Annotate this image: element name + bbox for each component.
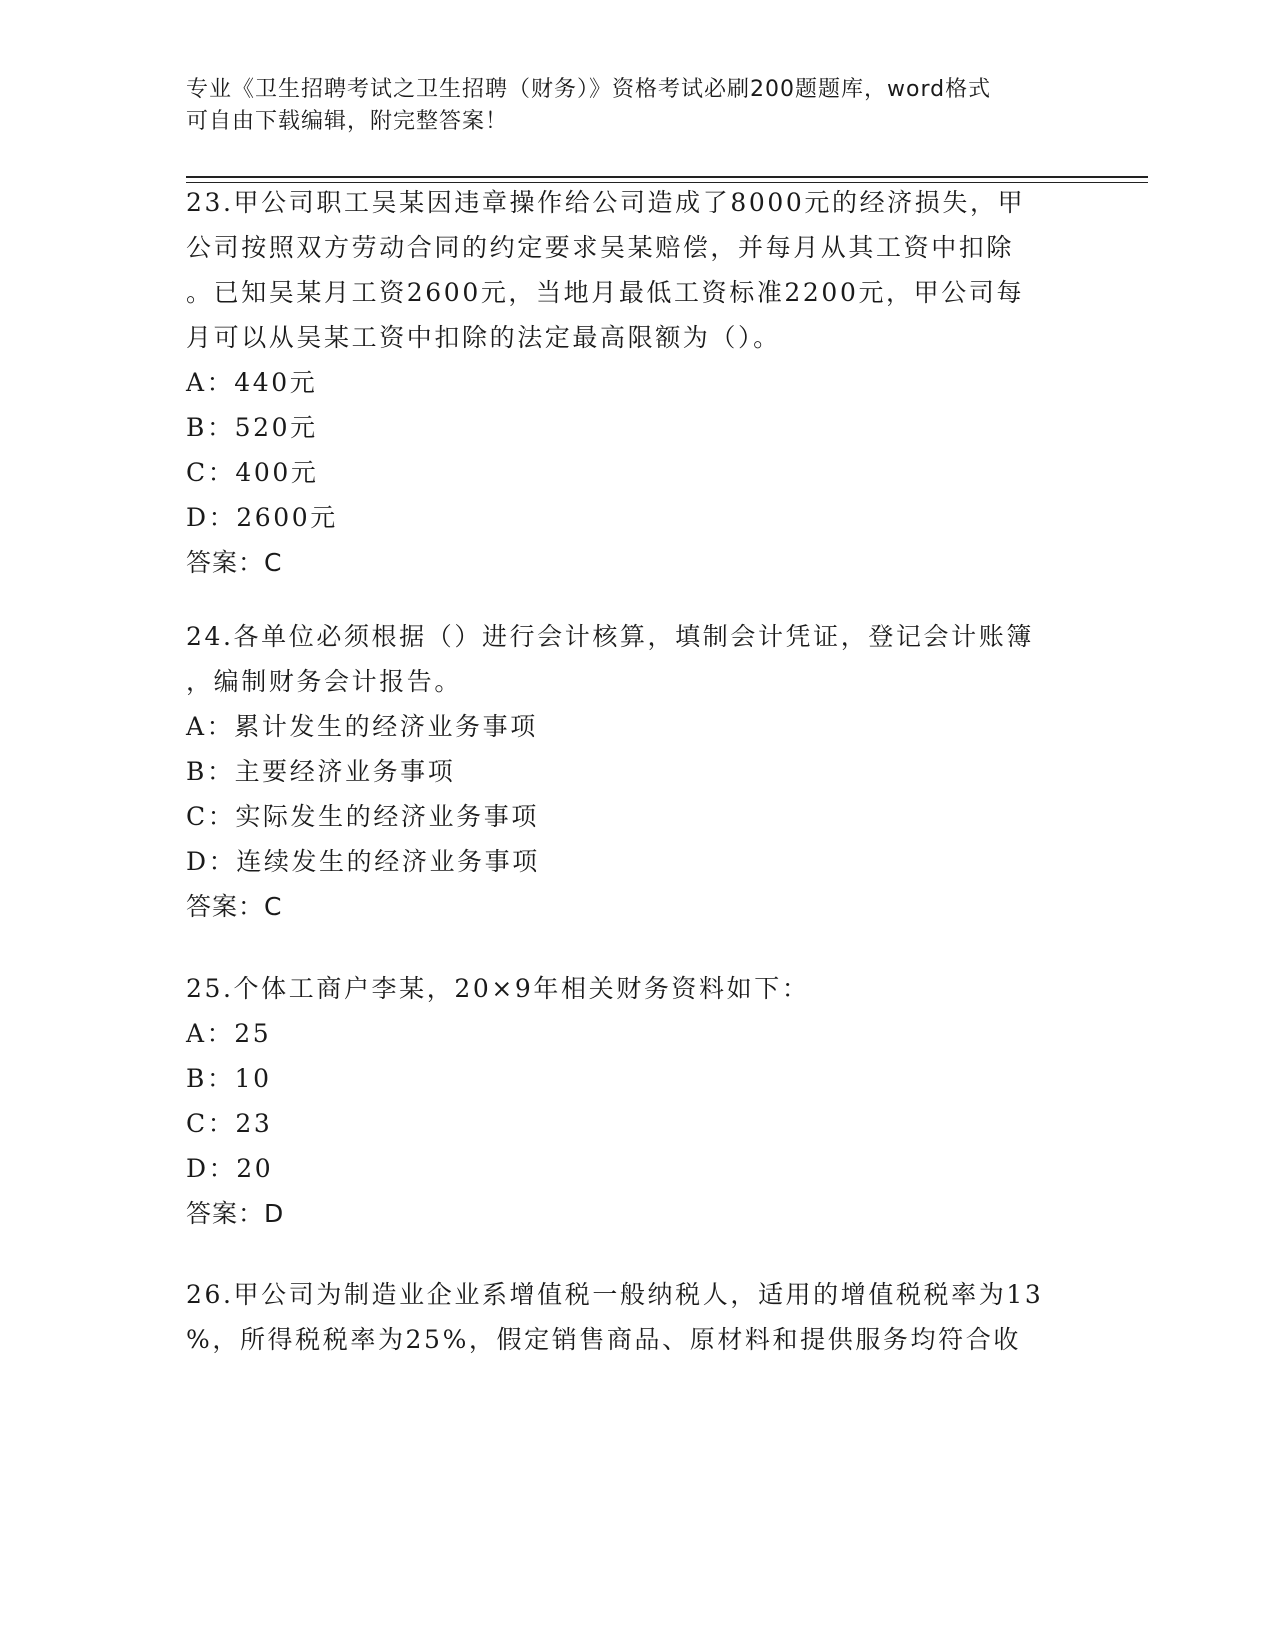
option-d: D：连续发生的经济业务事项: [186, 847, 540, 876]
answer-line: 答案：C: [186, 548, 283, 577]
question-23: [186, 180, 1086, 585]
header-line-1: 专业《卫生招聘考试之卫生招聘（财务）》资格考试必刷200题题库，word格式: [186, 77, 992, 102]
question-stem-line: 公司按照双方劳动合同的约定要求吴某赔偿，并每月从其工资中扣除: [186, 233, 1015, 262]
question-stem-line: 25.个体工商户李某，20×9年相关财务资料如下：: [186, 974, 810, 1003]
option-a: A：25: [186, 1019, 272, 1048]
question-stem-line: %，所得税税率为25%，假定销售商品、原材料和提供服务均符合收: [186, 1325, 1021, 1354]
document-header: [186, 74, 1066, 138]
option-c: C：实际发生的经济业务事项: [186, 802, 539, 831]
header-divider-thick: [186, 176, 1148, 178]
option-d: D：20: [186, 1154, 274, 1183]
question-24: [186, 614, 1086, 929]
question-stem-line: 。已知吴某月工资2600元，当地月最低工资标准2200元，甲公司每: [186, 278, 1025, 307]
option-a: A：440元: [186, 368, 318, 397]
option-c: C：400元: [186, 458, 319, 487]
question-stem-line: 23.甲公司职工吴某因违章操作给公司造成了8000元的经济损失，甲: [186, 188, 1026, 217]
question-25: [186, 966, 1086, 1236]
question-stem-line: 24.各单位必须根据（）进行会计核算，填制会计凭证，登记会计账簿: [186, 622, 1034, 651]
option-b: B：520元: [186, 413, 318, 442]
question-26: [186, 1272, 1086, 1362]
question-stem-line: 26.甲公司为制造业企业系增值税一般纳税人，适用的增值税税率为13: [186, 1280, 1044, 1309]
answer-line: 答案：D: [186, 1199, 285, 1228]
option-c: C：23: [186, 1109, 273, 1138]
option-b: B：10: [186, 1064, 272, 1093]
option-b: B：主要经济业务事项: [186, 757, 456, 786]
option-a: A：累计发生的经济业务事项: [186, 712, 538, 741]
answer-line: 答案：C: [186, 892, 283, 921]
question-stem-line: ，编制财务会计报告。: [186, 667, 463, 696]
option-d: D：2600元: [186, 503, 338, 532]
question-stem-line: 月可以从吴某工资中扣除的法定最高限额为（）。: [186, 323, 781, 352]
header-line-2: 可自由下载编辑，附完整答案！: [186, 109, 509, 134]
